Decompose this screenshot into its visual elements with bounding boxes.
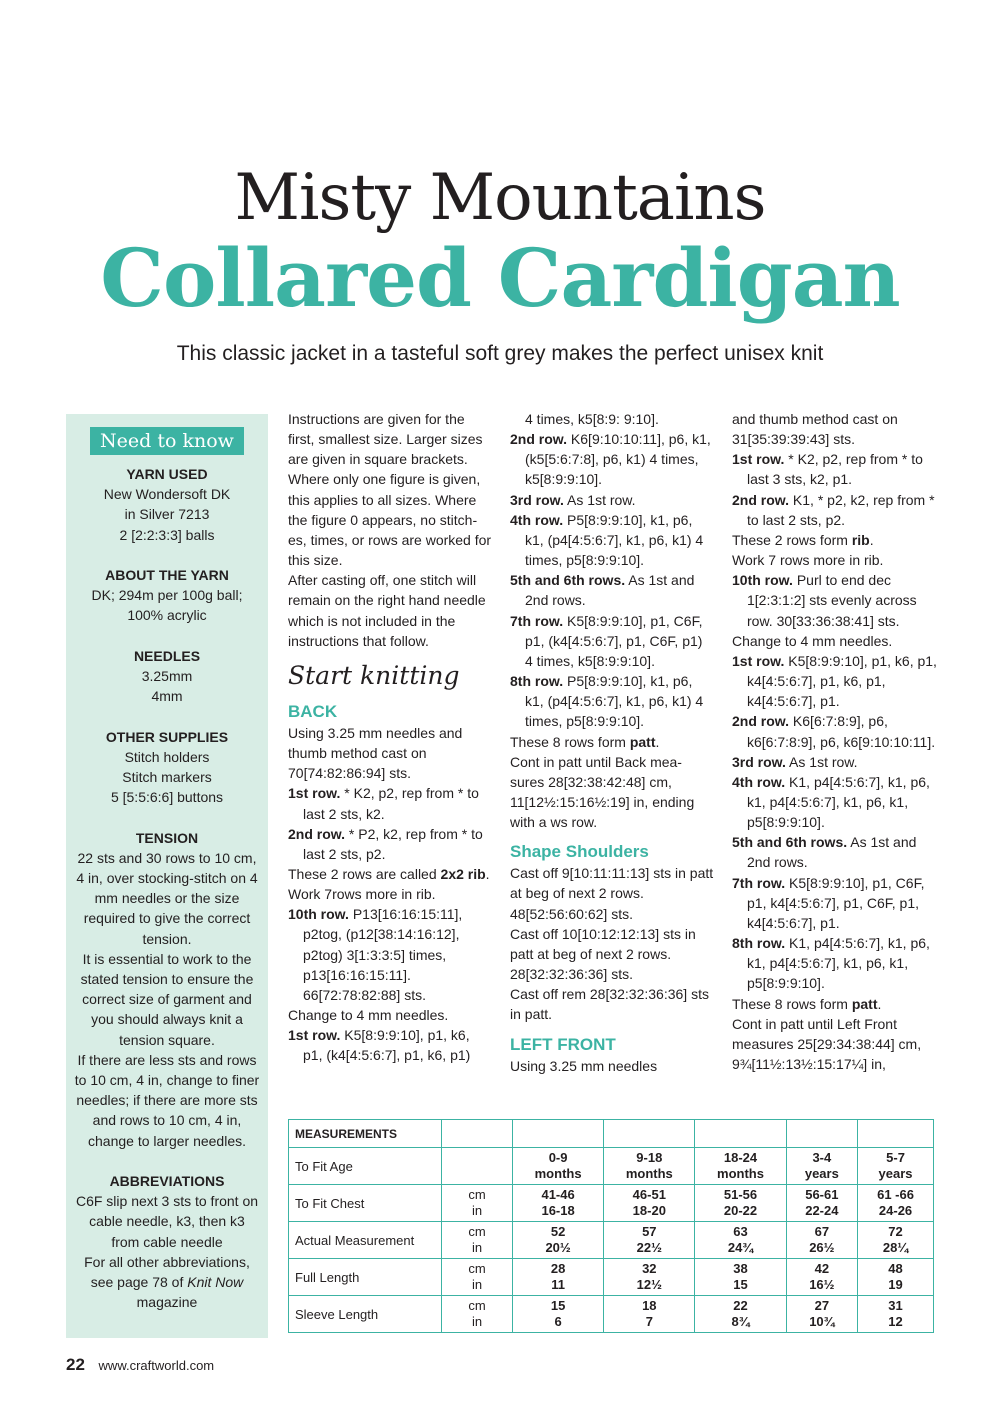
table-row: [289, 1222, 934, 1259]
value-cell: 52 20½: [513, 1222, 604, 1259]
instruction-row: 2nd row. K6[6:7:8:9], p6, k6[6:7:8:9], p6, k6[9:10:10:11].: [732, 713, 936, 750]
value-cell: 42 16½: [786, 1259, 857, 1296]
table-cell: [604, 1120, 695, 1148]
other-supplies-heading: OTHER SUPPLIES: [105, 728, 229, 745]
unit-cell: cm in: [442, 1296, 513, 1333]
magazine-name: Knit Now: [187, 1274, 244, 1291]
age-cell: 9-18 months: [604, 1148, 695, 1185]
value-cell: 63 24¾: [695, 1222, 786, 1259]
age-cell: 3-4 years: [786, 1148, 857, 1185]
about-yarn-heading: ABOUT THE YARN: [105, 567, 229, 583]
tension-heading: TENSION: [135, 829, 199, 846]
instruction: These 8 rows form patt.: [510, 733, 660, 750]
value-cell: 56-61 22-24: [786, 1185, 857, 1222]
about-line: DK; 294m per 100g ball;: [91, 587, 243, 604]
row-label: Sleeve Length: [289, 1296, 442, 1333]
instruction-row: 10th row. P13[16:16:15:11], p2tog, (p12[38:14:16:12], p2tog) 3[1:3:3:5] times, p13[16:16:15:11]. 66[72:78:82:88] sts.: [288, 906, 463, 1003]
needle-line: 3.25mm: [141, 668, 193, 684]
value-cell: 27 10¾: [786, 1296, 857, 1333]
unit-cell: cm in: [442, 1185, 513, 1222]
intro-text: Instructions are given for the first, smallest size. Larger sizes are given in square brackets. Where only one figure is given, this applies to all sizes. Where the figure 0 appears, no stitch-es, times, or rows are worked for this size.: [288, 411, 492, 569]
instruction-row: 8th row. P5[8:9:9:10], k1, p6, k1, (p4[4:5:6:7], k1, p6, k1) 4 times, p5[8:9:9:10].: [510, 673, 704, 730]
instruction: Change to 4 mm needles.: [732, 632, 893, 649]
instruction-row: 4th row. P5[8:9:9:10], k1, p6, k1, (p4[4:5:6:7], k1, p6, k1) 4 times, p5[8:9:9:10].: [510, 511, 704, 569]
instruction-row: 8th row. K1, p4[4:5:6:7], k1, p6, k1, p4[4:5:6:7], k1, p6, k1, p5[8:9:9:10].: [732, 935, 930, 992]
instruction: Cast off 10[10:12:12:13] sts in patt at beg of next 2 rows. 28[32:32:36:36] sts.: [510, 925, 696, 983]
column-3: [732, 409, 942, 1074]
unit-cell: cm in: [442, 1259, 513, 1296]
table-cell: [695, 1120, 786, 1148]
needle-line: 4mm: [151, 688, 183, 705]
value-cell: 72 28¼: [858, 1222, 934, 1259]
instruction-row: 1st row. K5[8:9:9:10], p1, k6, p1, (k4[4:5:6:7], p1, k6, p1): [288, 1027, 471, 1064]
instruction: These 8 rows form patt.: [732, 995, 882, 1012]
age-cell: 0-9 months: [513, 1148, 604, 1185]
value-cell: 67 26½: [786, 1222, 857, 1259]
about-line: 100% acrylic: [127, 607, 207, 624]
value-cell: 48 19: [858, 1259, 934, 1296]
yarn-line: New Wondersoft DK: [103, 486, 231, 503]
need-to-know-badge: Need to know: [90, 427, 244, 455]
value-cell: 46-51 18-20: [604, 1185, 695, 1222]
yarn-used-heading: YARN USED: [126, 466, 208, 482]
instruction-row: 2nd row. * P2, k2, rep from * to last 2 sts, p2.: [288, 825, 483, 862]
table-row: [289, 1185, 934, 1222]
row-label: Actual Measurement: [289, 1222, 442, 1259]
table-cell: [442, 1120, 513, 1148]
column-1: [288, 409, 492, 1066]
instruction: Cast off 9[10:11:11:13] sts in patt at beg of next 2 rows. 48[52:56:60:62] sts.: [510, 865, 714, 922]
table-row: [289, 1296, 934, 1333]
page-footer: [66, 1355, 214, 1375]
table-row: [289, 1148, 934, 1185]
table-header-row: [289, 1120, 934, 1148]
value-cell: 38 15: [695, 1259, 786, 1296]
tension-text: If there are less sts and rows to 10 cm, 4 in, change to finer needles; if there are more sts and rows to 10 cm, 4 in, change to larger needles.: [74, 1051, 260, 1149]
value-cell: 61 -66 24-26: [858, 1185, 934, 1222]
unit-cell: cm in: [442, 1222, 513, 1259]
tension-text: It is essential to work to the stated tension to ensure the correct size of garment and you should always knit a tension square.: [80, 950, 254, 1048]
instruction: These 2 rows are called 2x2 rib.: [288, 865, 490, 882]
instruction: Cont in patt until Back mea-sures 28[32:38:42:48] cm, 11[12½:15:16½:19] in, ending with a ws row.: [510, 753, 695, 831]
value-cell: 32 12½: [604, 1259, 695, 1296]
table-cell: [513, 1120, 604, 1148]
table-cell: [786, 1120, 857, 1148]
abbreviations-heading: ABBREVIATIONS: [109, 1173, 225, 1190]
instruction: Change to 4 mm needles.: [288, 1007, 449, 1024]
instruction: Cast off rem 28[32:32:36:36] sts in patt.: [510, 986, 709, 1023]
instruction-row: 10th row. Purl to end dec 1[2:3:1:2] sts evenly across row. 30[33:36:38:41] sts.: [732, 572, 917, 629]
value-cell: 51-56 20-22: [695, 1185, 786, 1222]
value-cell: 18 7: [604, 1296, 695, 1333]
instruction-row: 5th and 6th rows. As 1st and 2nd rows.: [732, 834, 917, 871]
instruction: Using 3.25 mm needles and thumb method cast on 70[74:82:86:94] sts.: [288, 724, 463, 782]
table-row: [289, 1259, 934, 1296]
column-2: [510, 409, 714, 1076]
back-heading: BACK: [288, 701, 338, 721]
value-cell: 41-46 16-18: [513, 1185, 604, 1222]
instruction-row: 7th row. K5[8:9:9:10], p1, C6F, p1, k4[4:5:6:7], p1, C6F, p1, k4[4:5:6:7], p1.: [732, 874, 925, 931]
subtitle: This classic jacket in a tasteful soft grey makes the perfect unisex knit: [176, 342, 824, 365]
page-number: 22: [66, 1355, 85, 1374]
supply-line: Stitch holders: [124, 748, 210, 765]
need-to-know-panel: [66, 414, 268, 1338]
table-cell: [858, 1120, 934, 1148]
row-label: Full Length: [289, 1259, 442, 1296]
row-label: To Fit Age: [289, 1148, 442, 1185]
instruction: Using 3.25 mm needles: [510, 1057, 658, 1074]
instruction-row: 1st row. K5[8:9:9:10], p1, k6, p1, k4[4:5:6:7], p1, k6, p1, k4[4:5:6:7], p1.: [732, 652, 937, 710]
supply-line: Stitch markers: [122, 769, 212, 785]
age-cell: 5-7 years: [858, 1148, 934, 1185]
abbreviation-note: For all other abbreviations, see page 78 of Knit Now magazine: [84, 1253, 250, 1311]
value-cell: 57 22½: [604, 1222, 695, 1259]
instruction: Work 7rows more in rib.: [288, 886, 436, 903]
shape-shoulders-heading: Shape Shoulders: [510, 842, 649, 862]
yarn-line: 2 [2:2:3:3] balls: [119, 526, 215, 543]
row-label: To Fit Chest: [289, 1185, 442, 1222]
instruction: These 2 rows form rib.: [732, 531, 874, 548]
title-line-1: Misty Mountains: [234, 161, 766, 235]
instruction-row: 3rd row. As 1st row.: [732, 753, 858, 770]
age-cell: 18-24 months: [695, 1148, 786, 1185]
intro-text: After casting off, one stitch will remain on the right hand needle which is not included in the instructions that follow.: [288, 572, 486, 649]
yarn-line: in Silver 7213: [124, 506, 210, 523]
value-cell: 28 11: [513, 1259, 604, 1296]
measurements-table: [288, 1119, 934, 1333]
value-cell: 15 6: [513, 1296, 604, 1333]
left-front-heading: LEFT FRONT: [510, 1034, 616, 1054]
instruction: Cont in patt until Left Front measures 25[29:34:38:44] cm, 9¾[11½:13½:15:17¼] in,: [732, 1015, 922, 1072]
start-knitting-heading: Start knitting: [288, 660, 460, 690]
value-cell: 31 12: [858, 1296, 934, 1333]
instruction-row: 4th row. K1, p4[4:5:6:7], k1, p6, k1, p4[4:5:6:7], k1, p6, k1, p5[8:9:9:10].: [732, 773, 930, 831]
instruction-row: 1st row. * K2, p2, rep from * to last 3 sts, k2, p1.: [732, 451, 923, 488]
instruction-row: 2nd row. K1, * p2, k2, rep from * to last 2 sts, p2.: [732, 491, 935, 528]
value-cell: 22 8¾: [695, 1296, 786, 1333]
instruction: Work 7 rows more in rib.: [732, 552, 884, 569]
abbreviation-c6f: C6F slip next 3 sts to front on cable needle, k3, then k3 from cable needle: [75, 1193, 259, 1250]
instruction: 4 times, k5[8:9: 9:10].: [525, 411, 659, 427]
unit-cell: [442, 1148, 513, 1185]
needles-heading: NEEDLES: [133, 647, 201, 664]
measurements-heading: MEASUREMENTS: [289, 1120, 442, 1148]
instruction-row: 2nd row. K6[9:10:10:11], p6, k1, (k5[5:6:7:8], p6, k1) 4 times, k5[8:9:9:10].: [510, 431, 711, 488]
tension-text: 22 sts and 30 rows to 10 cm, 4 in, over stocking-stitch on 4 mm needles or the size required to give the correct tension.: [76, 849, 258, 947]
supply-line: 5 [5:5:6:6] buttons: [110, 789, 224, 806]
instruction-row: 3rd row. As 1st row.: [510, 491, 636, 508]
footer-url[interactable]: www.craftworld.com: [98, 1358, 215, 1373]
title-line-2: Collared Cardigan: [100, 231, 900, 325]
need-to-know-body: [66, 464, 268, 1312]
instruction-row: 7th row. K5[8:9:9:10], p1, C6F, p1, (k4[4:5:6:7], p1, C6F, p1) 4 times, k5[8:9:9:10].: [510, 612, 703, 669]
instruction: and thumb method cast on 31[35:39:39:43] sts.: [732, 411, 898, 448]
instruction-row: 1st row. * K2, p2, rep from * to last 2 sts, k2.: [288, 785, 479, 822]
instruction-row: 5th and 6th rows. As 1st and 2nd rows.: [510, 572, 695, 609]
